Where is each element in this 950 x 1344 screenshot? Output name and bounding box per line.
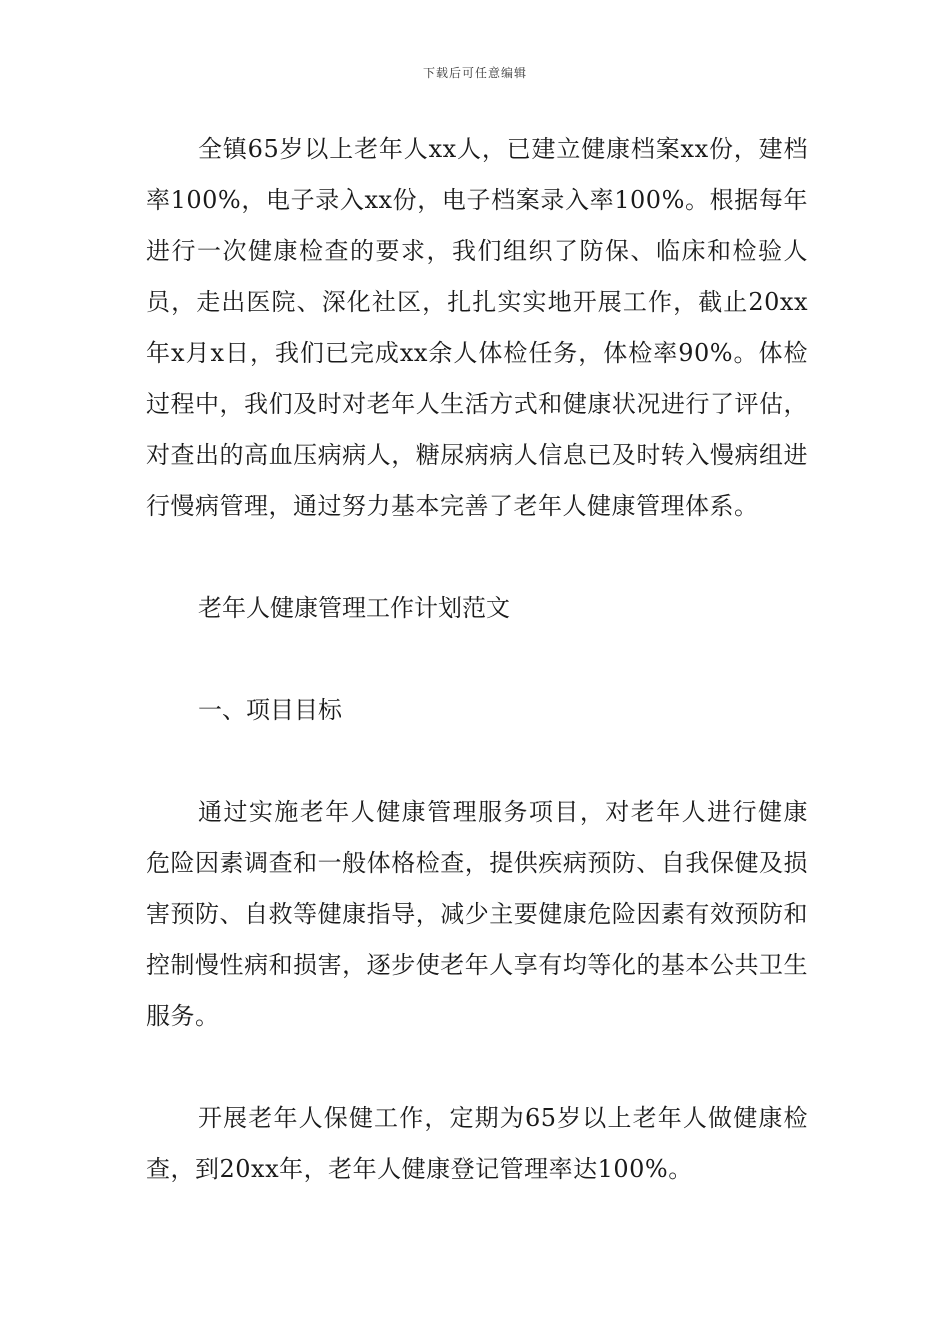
document-body	[146, 124, 808, 1195]
spacer	[146, 1042, 808, 1093]
section-heading: 一、项目目标	[198, 696, 342, 724]
document-title: 老年人健康管理工作计划范文	[198, 594, 510, 622]
header-note: 下载后可任意编辑	[422, 66, 527, 80]
paragraph-objective: 通过实施老年人健康管理服务项目，对老年人进行健康危险因素调查和一般体格检查，提供疾病预防、自我保健及损害预防、自救等健康指导，减少主要健康危险因素有效预防和控制慢性病和损害，逐步使老年人享有均等化的基本公共卫生服务。	[146, 798, 808, 1030]
spacer	[146, 736, 808, 787]
spacer	[146, 532, 808, 583]
paragraph-target: 开展老年人保健工作，定期为65岁以上老年人做健康检查，到20xx年，老年人健康登记管理率达100%。	[146, 1104, 808, 1183]
paragraph-summary: 全镇65岁以上老年人xx人，已建立健康档案xx份，建档率100%，电子录入xx份，电子档案录入率100%。根据每年进行一次健康检查的要求，我们组织了防保、临床和检验人员，走出医院、深化社区，扎扎实实地开展工作，截止20xx年x月x日，我们已完成xx余人体检任务，体检率90%。体检过程中，我们及时对老年人生活方式和健康状况进行了评估，对查出的高血压病病人，糖尿病病人信息已及时转入慢病组进行慢病管理，通过努力基本完善了老年人健康管理体系。	[146, 135, 808, 520]
spacer	[146, 634, 808, 685]
